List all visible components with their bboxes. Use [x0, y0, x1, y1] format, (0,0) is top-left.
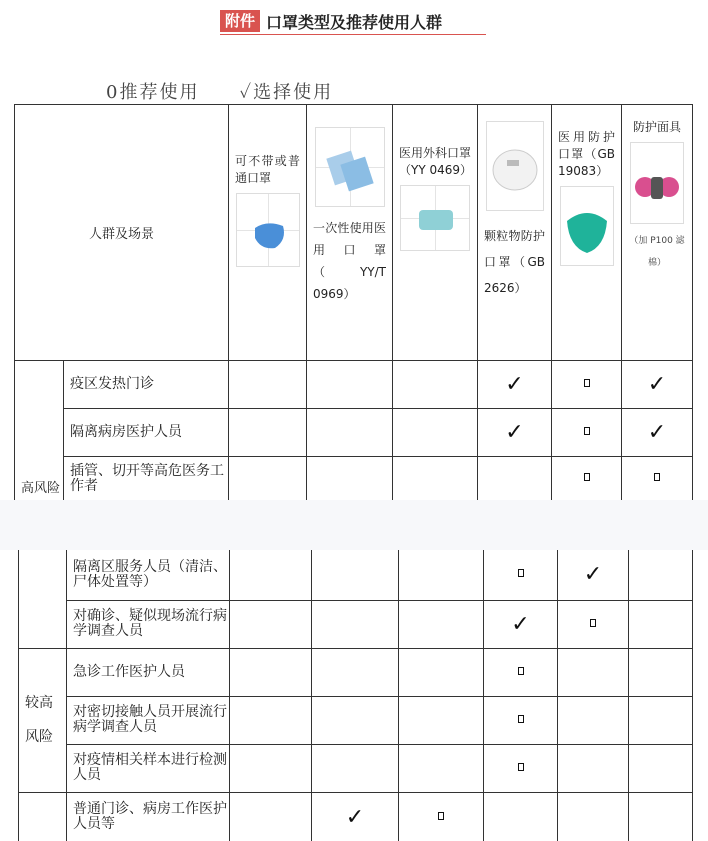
table-row: 插管、切开等高危医务工作者 — [64, 457, 229, 501]
header-col-5: 医用防护口罩（GB 19083） — [552, 105, 622, 361]
mask-table-bottom — [18, 550, 693, 841]
group-higher-risk: 较高 风险 — [19, 648, 67, 792]
recommend-icon — [484, 744, 558, 792]
check-icon: ✓ — [622, 409, 693, 457]
table-row: 急诊工作医护人员 — [67, 648, 230, 696]
title — [220, 8, 442, 34]
table-row: 隔离病房医护人员 — [64, 409, 229, 457]
mask-table-top — [14, 104, 693, 501]
page-gap — [0, 500, 708, 550]
check-icon: ✓ — [478, 361, 552, 409]
table-row: 对确诊、疑似现场流行病学调查人员 — [67, 600, 230, 648]
header-col-3: 医用外科口罩（YY 0469） — [393, 105, 478, 361]
recommend-icon — [484, 696, 558, 744]
header-scene: 人群及场景 — [15, 105, 229, 361]
surgical-mask-icon — [400, 185, 470, 251]
medical-protective-mask-icon — [560, 186, 614, 266]
group-medium-risk — [19, 792, 67, 841]
recommend-icon — [399, 792, 484, 841]
disposable-mask-icon — [315, 127, 385, 207]
header-col-6: 防护面具 （加 P100 滤 棉） — [622, 105, 693, 361]
group-high-risk: 高风险 — [15, 361, 64, 501]
table-row: 普通门诊、病房工作医护人员等 — [67, 792, 230, 841]
check-icon: ✓ — [622, 361, 693, 409]
check-icon: ✓ — [558, 550, 629, 600]
recommend-icon — [552, 409, 622, 457]
recommend-icon — [558, 600, 629, 648]
header-col-2: 一次性使用医用口罩（YY/T 0969） — [307, 105, 393, 361]
table-row: 对疫情相关样本进行检测人员 — [67, 744, 230, 792]
legend-recommended: 0推荐使用 — [106, 82, 200, 103]
respirator-note: （加 P100 滤 棉） — [629, 236, 685, 268]
legend-optional: ✓选择使用 — [239, 82, 334, 103]
header-col-1: 可不带或普通口罩 — [229, 105, 307, 361]
cloth-mask-icon — [236, 193, 300, 267]
recommend-icon — [552, 361, 622, 409]
header-col-4: 颗粒物防护口罩（GB 2626） — [478, 105, 552, 361]
title-text: 口罩类型及推荐使用人群 — [266, 12, 443, 32]
recommend-icon — [552, 457, 622, 501]
group-high-risk-cont — [19, 550, 67, 648]
title-badge: 附件 — [220, 10, 260, 32]
table-row: 疫区发热门诊 — [64, 361, 229, 409]
check-icon: ✓ — [312, 792, 399, 841]
title-underline — [220, 34, 486, 35]
check-icon: ✓ — [484, 600, 558, 648]
table-row: 对密切接触人员开展流行病学调查人员 — [67, 696, 230, 744]
check-icon: ✓ — [478, 409, 552, 457]
recommend-icon — [622, 457, 693, 501]
table-row: 隔离区服务人员（清洁、尸体处置等） — [67, 550, 230, 600]
legend — [106, 78, 333, 104]
particulate-mask-icon — [486, 121, 544, 211]
recommend-icon — [484, 648, 558, 696]
respirator-icon — [630, 142, 684, 224]
recommend-icon — [484, 550, 558, 600]
